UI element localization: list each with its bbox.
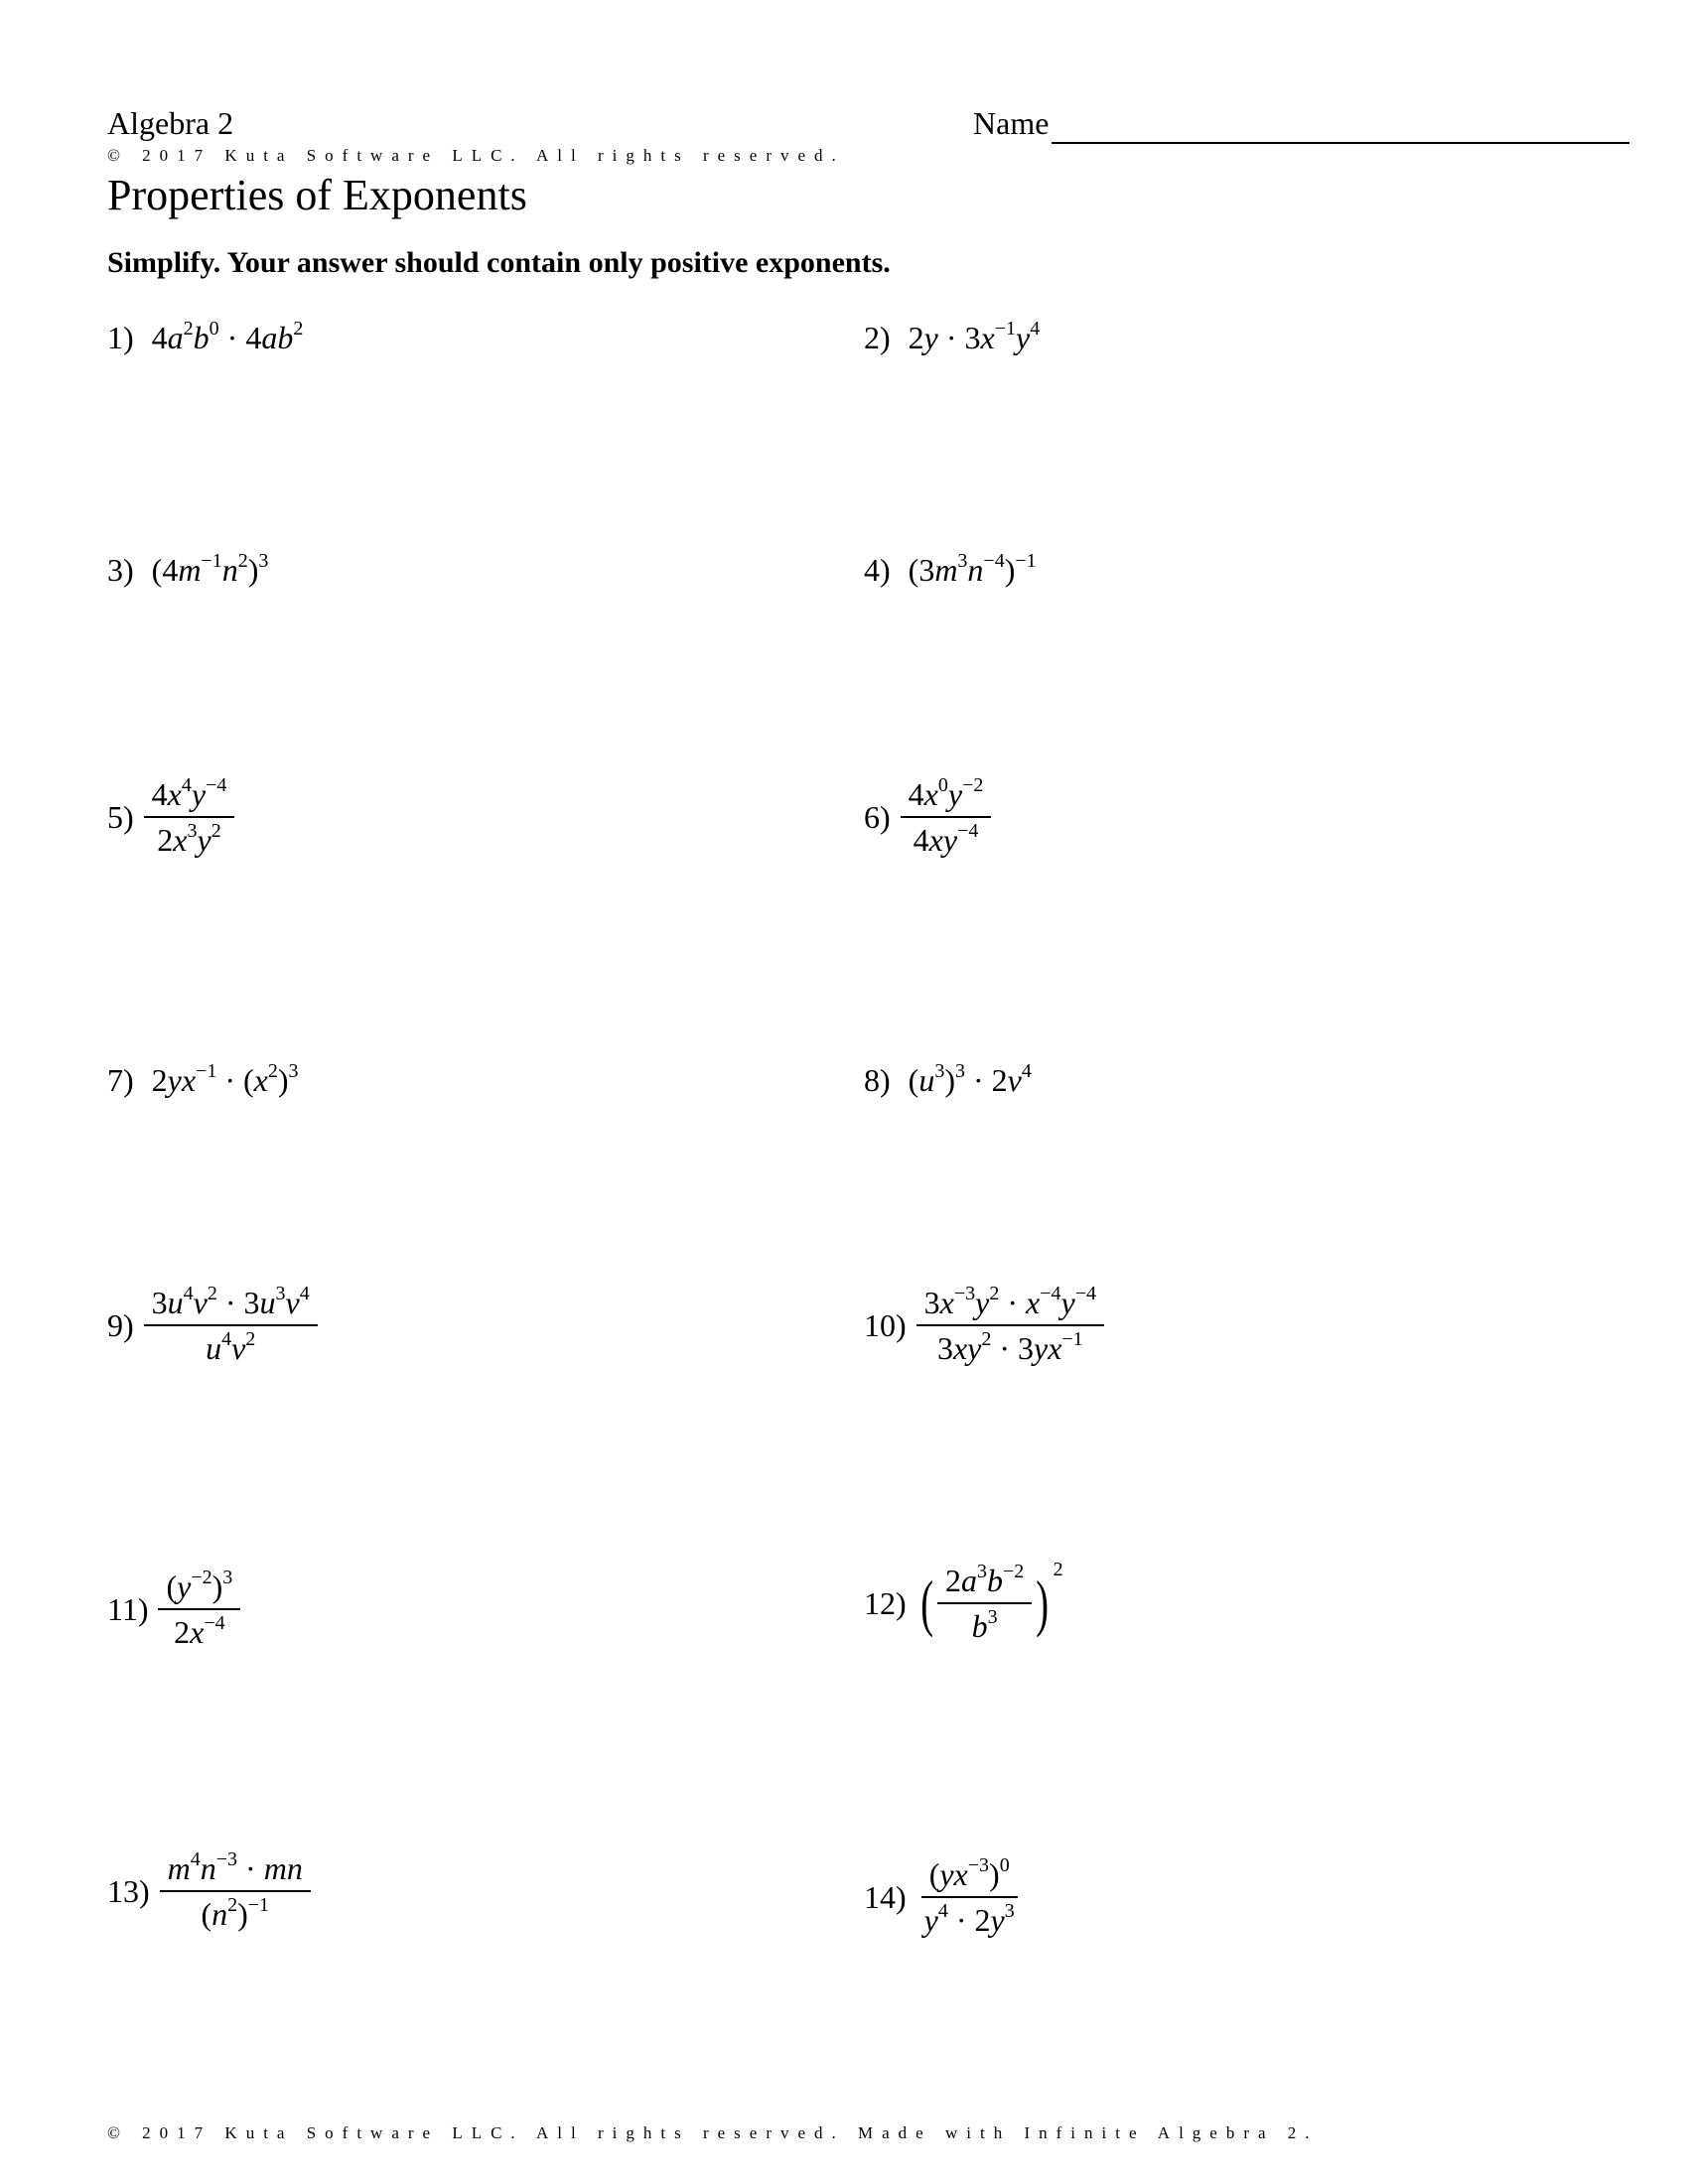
problem-9 bbox=[107, 1283, 318, 1368]
problem-14 bbox=[864, 1854, 1023, 1940]
problem-number: 11) bbox=[107, 1591, 149, 1627]
problem-number: 10) bbox=[864, 1307, 907, 1343]
problem-2 bbox=[864, 318, 1040, 357]
problem-expression: $\frac{(yx^{-3})^0}{y^4 \cdot 2y^3}$ bbox=[916, 1854, 1023, 1940]
problem-expression: $\frac{(y^{-2})^3}{2x^{-4}}$ bbox=[158, 1567, 240, 1652]
name-label: Name bbox=[973, 105, 1050, 141]
problem-number: 1) bbox=[107, 320, 134, 355]
page-title: Properties of Exponents bbox=[107, 171, 527, 219]
problem-number: 14) bbox=[864, 1879, 907, 1915]
problem-number: 2) bbox=[864, 320, 891, 355]
problem-7 bbox=[107, 1060, 299, 1100]
problem-expression: $2y \cdot 3x^{-1}y^4$ bbox=[908, 318, 1041, 355]
problem-8 bbox=[864, 1060, 1032, 1100]
course-label: Algebra 2 bbox=[107, 105, 234, 141]
problem-4 bbox=[864, 550, 1037, 590]
header-copyright: © 2017 Kuta Software LLC. All rights reserved. bbox=[107, 146, 845, 165]
problem-12 bbox=[864, 1561, 1063, 1646]
problem-expression: $\frac{3x^{-3}y^2 \cdot x^{-4}y^{-4}}{3xy^2 \cdot 3yx^{-1}}$ bbox=[916, 1283, 1104, 1368]
problem-expression: ( $\frac{2a^3b^{-2}}{b^3}$ ) $^2$ bbox=[919, 1559, 1063, 1644]
problem-number: 12) bbox=[864, 1585, 907, 1621]
problem-1 bbox=[107, 318, 303, 357]
problem-expression: $2yx^{-1} \cdot (x^2)^3$ bbox=[151, 1060, 299, 1098]
name-blank-line[interactable] bbox=[1052, 142, 1629, 144]
problem-number: 5) bbox=[107, 799, 134, 835]
problem-expression: $\frac{4x^0y^{-2}}{4xy^{-4}}$ bbox=[901, 774, 992, 860]
problem-13 bbox=[107, 1848, 311, 1934]
problem-6 bbox=[864, 774, 991, 860]
problem-expression: $(u^3)^3 \cdot 2v^4$ bbox=[908, 1060, 1032, 1098]
problem-expression: $4a^2b^0 \cdot 4ab^2$ bbox=[151, 318, 304, 355]
problem-expression: $(4m^{-1}n^2)^3$ bbox=[151, 550, 269, 588]
problem-number: 4) bbox=[864, 552, 891, 588]
problem-number: 13) bbox=[107, 1873, 150, 1909]
problem-expression: $\frac{m^4n^{-3} \cdot mn}{(n^2)^{-1}}$ bbox=[160, 1848, 311, 1934]
problem-5 bbox=[107, 774, 234, 860]
problem-expression: $(3m^3n^{-4})^{-1}$ bbox=[908, 550, 1037, 588]
problem-expression: $\frac{3u^4v^2 \cdot 3u^3v^4}{u^4v^2}$ bbox=[144, 1283, 318, 1368]
problem-number: 3) bbox=[107, 552, 134, 588]
footer-copyright: © 2017 Kuta Software LLC. All rights reserved. Made with Infinite Algebra 2. bbox=[107, 2123, 1319, 2142]
problem-expression: $\frac{4x^4y^{-4}}{2x^3y^2}$ bbox=[144, 774, 235, 860]
instructions: Simplify. Your answer should contain only positive exponents. bbox=[107, 246, 891, 279]
problem-number: 6) bbox=[864, 799, 891, 835]
problem-number: 8) bbox=[864, 1062, 891, 1098]
problem-3 bbox=[107, 550, 268, 590]
problem-number: 7) bbox=[107, 1062, 134, 1098]
problem-11 bbox=[107, 1567, 240, 1652]
problem-10 bbox=[864, 1283, 1104, 1368]
problem-number: 9) bbox=[107, 1307, 134, 1343]
